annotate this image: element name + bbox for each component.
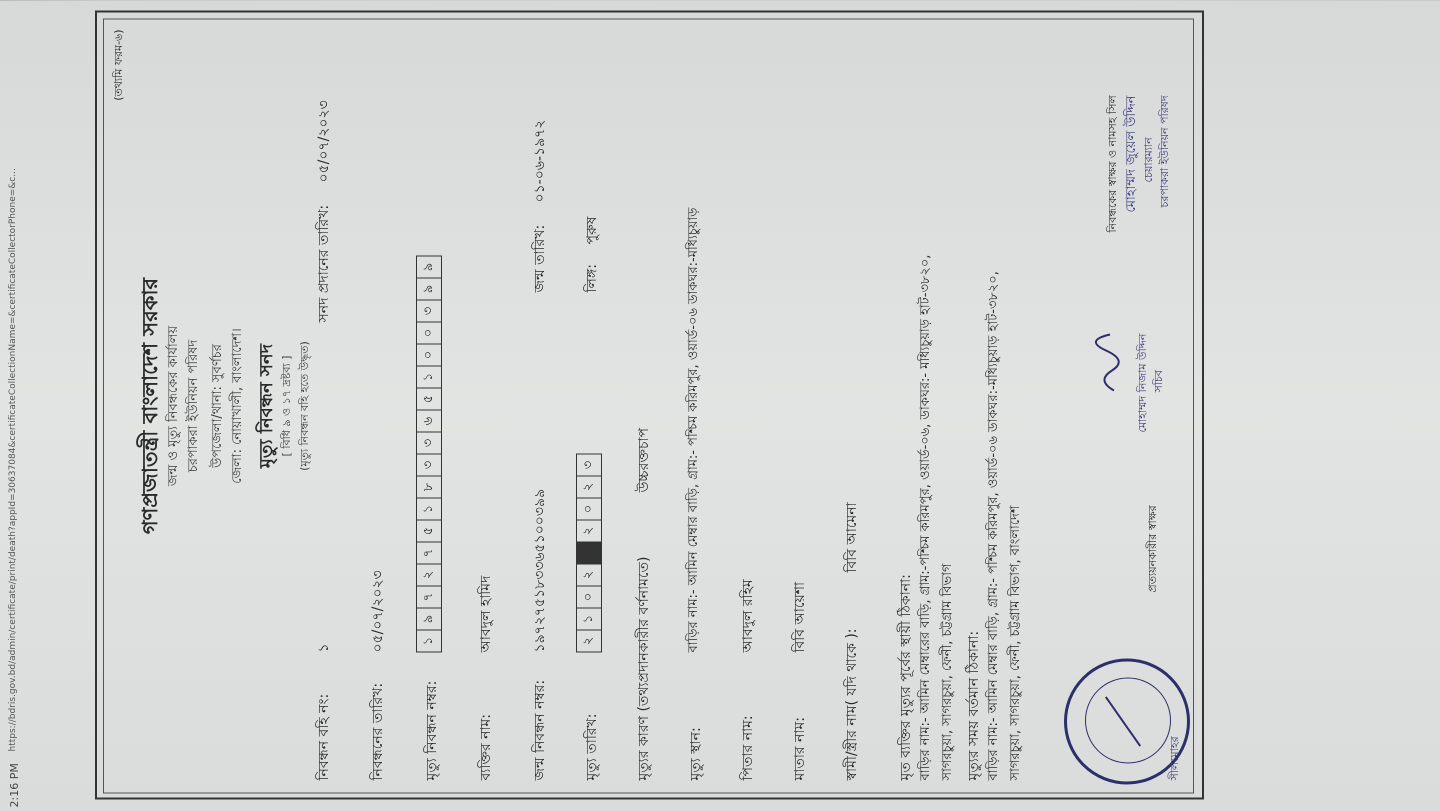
mother-label: মাতার নাম: xyxy=(792,716,808,780)
prev-address-line1: বাড়ির নাম:- আমিন মেম্বারের বাড়ি, গ্রাম:-পশ্চিম করিমপুর, ওয়ার্ড-০৬, ডাকঘর:- মধ্যিচুয়াড় হাট-৩৮২০, xyxy=(918,254,933,780)
prev-address-line2: সাগরচুয়া, সাগরচুয়া, ফেনী, চট্টগ্রাম বিভাগ xyxy=(940,563,955,780)
digit-cell: ১ xyxy=(417,629,441,651)
sex-value: পুরুষ xyxy=(584,216,600,244)
digit-cell: ২ xyxy=(417,563,441,585)
digit-cell: ১ xyxy=(417,497,441,519)
register-book-label: নিবন্ধন বহি নং: xyxy=(316,693,332,780)
date-cell: ২ xyxy=(577,475,601,497)
digit-cell: ১ xyxy=(417,365,441,387)
digit-cell: ৩ xyxy=(417,453,441,475)
signature-stroke xyxy=(1096,334,1119,390)
registrar-stamp-line: চরপাকরা ইউনিয়ন পরিষদ xyxy=(1158,94,1171,207)
district-name: জেলা: নোয়াখালী, বাংলাদেশ। xyxy=(230,327,245,484)
digit-cell: ৯ xyxy=(417,277,441,299)
certificate-title: মৃত্যু নিবন্ধন সনদ xyxy=(256,343,277,468)
registration-date-value: ০৫/০৭/২০২৩ xyxy=(370,569,386,652)
name-value: আবদুল হামিদ xyxy=(478,575,494,652)
digit-cell: ৬ xyxy=(417,409,441,431)
current-address-line1: বাড়ির নাম:- আমিন মেম্বার বাড়ি, গ্রাম:- পশ্চিম করিমপুর, ওয়ার্ড-০৬ ডাকঘর:-মধ্যিচুয়াড় হাট-৩৮২০, xyxy=(986,270,1001,780)
seal-inner-ring xyxy=(1085,677,1171,763)
death-place-label: মৃত্যু স্থান: xyxy=(688,726,704,780)
union-name: চরপাকরা ইউনিয়ন পরিষদ xyxy=(186,339,201,472)
certificate xyxy=(103,18,1194,793)
death-place-value: বাড়ির নাম:- আমিন মেম্বার বাড়ি, গ্রাম:- পশ্চিম করিমপুর, ওয়ার্ড-০৬ ডাকঘর:-মধ্যিচুয়াড় xyxy=(686,207,701,652)
birth-date-label: জন্ম তারিখ: xyxy=(532,224,548,292)
mother-value: বিবি আয়েশা xyxy=(792,581,808,652)
rule-reference: [ বিধি ৯ ও ১৭ দ্রষ্টব্য ] xyxy=(280,355,293,456)
digit-cell: ৮ xyxy=(417,475,441,497)
date-cell: ০ xyxy=(577,497,601,519)
sex-label: লিঙ্গ: xyxy=(584,263,600,292)
attester-signature-label: প্রত্যয়নকারীর স্বাক্ষর xyxy=(1146,504,1159,592)
registrar-name: মোহাম্মদ জুয়েল উদ্দিন xyxy=(1124,94,1139,212)
date-cell: ২ xyxy=(577,563,601,585)
birth-reg-value: ১৯৭২৭৫১৮৩৩৬৫১০০৩৯৯ xyxy=(532,488,548,652)
date-cell: ১ xyxy=(577,607,601,629)
digit-cell: ৫ xyxy=(417,387,441,409)
digit-cell: ৩ xyxy=(417,299,441,321)
date-cell: ৩ xyxy=(581,460,596,469)
issue-date-value: ০৫/০৭/২০২৩ xyxy=(316,99,332,182)
secretary-name: মোহাম্মদ নিজাম উদ্দিন xyxy=(1136,333,1149,432)
register-book-value: ১ xyxy=(316,642,332,652)
date-cell: ২ xyxy=(577,629,601,651)
print-url: https://bdris.gov.bd/admin/certificate/print/death?appId=30637084&certificateCollectionName=&certificateCollectorPhone=&c... xyxy=(8,167,18,751)
digit-cell: ৩ xyxy=(417,431,441,453)
digit-cell: ০ xyxy=(417,321,441,343)
government-title: গণপ্রজাতন্ত্রী বাংলাদেশ সরকার xyxy=(138,277,162,534)
spouse-value: বিবি আমেনা xyxy=(844,501,860,572)
seal-label: সীলমোহর xyxy=(1168,735,1181,780)
registration-date-label: নিবন্ধনের তারিখ: xyxy=(370,682,386,780)
father-value: আবদুল রহিম xyxy=(740,578,756,652)
office-name: জন্ম ও মৃত্যু নিবন্ধকের কার্যালয় xyxy=(166,325,181,486)
prev-address-label: মৃত ব্যক্তির মৃত্যুর পূর্বের স্থায়ী ঠিকানা: xyxy=(898,573,914,780)
register-note: (মৃত্যু নিবন্ধন বহি হতে উদ্ধৃত) xyxy=(298,340,311,471)
death-date-label: মৃত্যু তারিখ: xyxy=(584,713,600,780)
spouse-label: স্বামী/স্ত্রীর নাম( যদি থাকে ): xyxy=(844,627,860,780)
secretary-title: সচিব xyxy=(1152,369,1165,392)
upazila-name: উপজেলা/থানা: সুবর্ণচর xyxy=(210,343,225,468)
birth-date-value: ০১-০৬-১৯৭২ xyxy=(532,119,548,202)
death-reg-no-grid xyxy=(416,255,442,652)
name-label: ব্যক্তির নাম: xyxy=(478,713,494,780)
death-reg-no-label: মৃত্যু নিবন্ধন নম্বর: xyxy=(424,680,440,780)
digit-cell: ০ xyxy=(417,343,441,365)
digit-cell: ৯ xyxy=(421,262,436,271)
issue-date-label: সনদ প্রদানের তারিখ: xyxy=(316,204,332,322)
digit-cell: ৭ xyxy=(417,585,441,607)
handwritten-signature xyxy=(1094,332,1124,392)
registrar-signature-label: নিবন্ধকের স্বাক্ষর ও নামসহ সিল xyxy=(1106,94,1119,232)
father-label: পিতার নাম: xyxy=(740,714,756,780)
current-address-line2: সাগরচুয়া, সাগরচুয়া, ফেনী, চট্টগ্রাম বিভাগ, বাংলাদেশ xyxy=(1008,504,1023,780)
date-cell: ০ xyxy=(577,585,601,607)
birth-reg-label: জন্ম নিবন্ধন নম্বর: xyxy=(532,679,548,780)
registrar-title: চেয়ারম্যান xyxy=(1142,136,1155,182)
date-cell: ২ xyxy=(577,519,601,541)
digit-cell: ৫ xyxy=(417,519,441,541)
print-time: 2:16 PM xyxy=(8,762,21,807)
cause-label: মৃত্যুর কারণ (তথ্যপ্রদানকারীর বর্ণনামতে) xyxy=(636,555,652,780)
digit-cell: ৭ xyxy=(417,541,441,563)
form-number: (তথ্যমি ফরম-৬) xyxy=(112,29,125,101)
digit-cell: ৯ xyxy=(417,607,441,629)
current-address-label: মৃত্যুর সময় বর্তমান ঠিকানা: xyxy=(966,630,982,780)
cause-value: উচ্চরক্তচাপ xyxy=(636,427,652,492)
date-cell-separator xyxy=(577,541,601,563)
death-date-grid xyxy=(576,453,602,652)
